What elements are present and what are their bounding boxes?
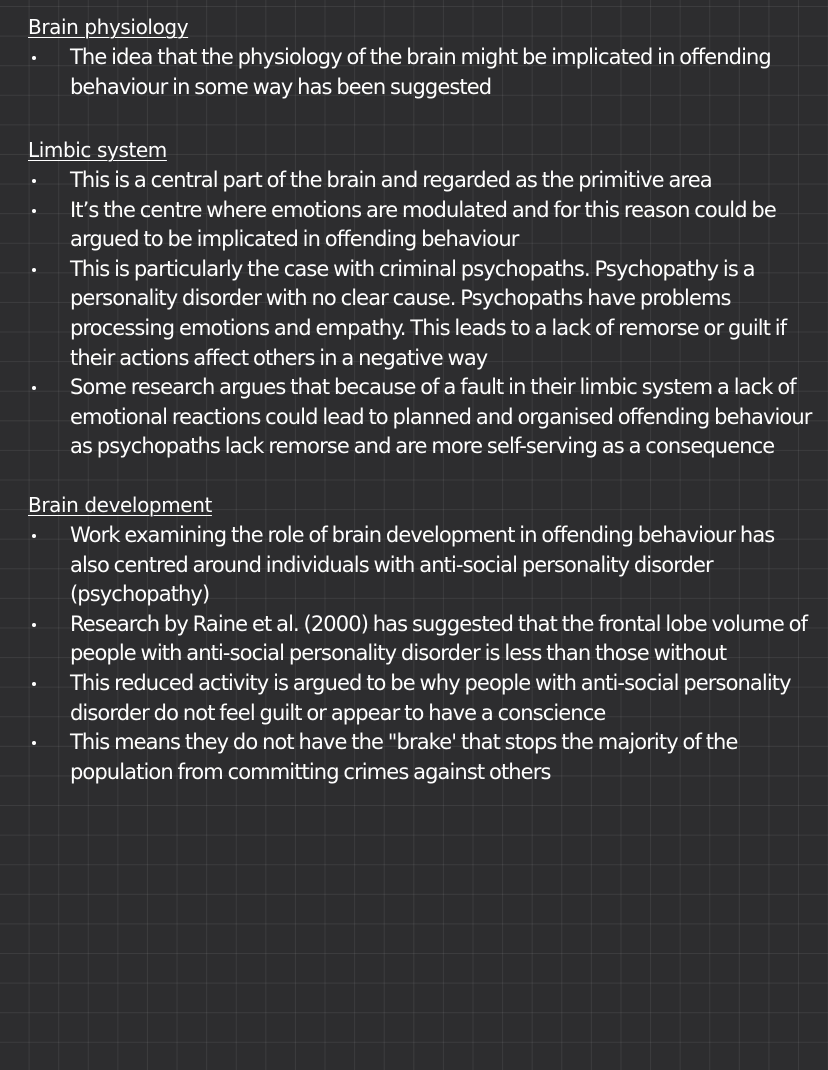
bullet-item: [28, 669, 818, 728]
bullet-text: Research by Raine et al. (2000) has suggested that the frontal lobe volume of people with anti-social personality disorder is less than those without: [70, 611, 808, 666]
bullet-dot-icon: [32, 623, 36, 627]
bullet-text: This is particularly the case with criminal psychopaths. Psychopathy is a personality disorder with no clear cause. Psychopaths have problems processing emotions and empathy. This leads to a lack of remorse or guilt if their actions affect others in a negative way: [70, 256, 787, 370]
bullet-dot-icon: [32, 56, 36, 60]
bullet-item: [28, 728, 818, 787]
bullet-list: [28, 166, 818, 462]
bullet-dot-icon: [32, 268, 36, 272]
section-brain-development: [28, 492, 818, 787]
section-limbic-system: [28, 137, 818, 462]
bullet-text: This is a central part of the brain and regarded as the primitive area: [70, 168, 712, 192]
section-heading: Brain development: [28, 493, 212, 517]
section-heading: Limbic system: [28, 138, 167, 162]
bullet-dot-icon: [32, 534, 36, 538]
bullet-item: [28, 43, 818, 102]
bullet-text: It’s the centre where emotions are modulated and for this reason could be argued to be implicated in offending behaviour: [70, 197, 776, 252]
bullet-item: [28, 166, 818, 196]
bullet-list: [28, 521, 818, 787]
bullet-item: [28, 610, 818, 669]
bullet-dot-icon: [32, 179, 36, 183]
bullet-text: The idea that the physiology of the brain might be implicated in offending behaviour in some way has been suggested: [70, 45, 771, 99]
bullet-dot-icon: [32, 682, 36, 686]
bullet-item: [28, 196, 818, 255]
bullet-dot-icon: [32, 741, 36, 745]
bullet-item: [28, 255, 818, 373]
bullet-text: Some research argues that because of a fault in their limbic system a lack of emotional reactions could lead to planned and organised offending behaviour as psychopaths lack remorse and are more self-serving as a consequence: [70, 375, 812, 459]
bullet-list: [28, 43, 818, 102]
bullet-text: This means they do not have the "brake' that stops the majority of the population from committing crimes against others: [70, 730, 738, 784]
section-heading: Brain physiology: [28, 15, 189, 39]
bullet-dot-icon: [32, 209, 36, 213]
bullet-item: [28, 373, 818, 462]
bullet-text: This reduced activity is argued to be why people with anti-social personality disorder do not feel guilt or appear to have a conscience: [70, 670, 791, 725]
bullet-dot-icon: [32, 386, 36, 390]
bullet-item: [28, 521, 818, 610]
section-brain-physiology: [28, 14, 818, 102]
bullet-text: Work examining the role of brain development in offending behaviour has also centred around individuals with anti-social personality disorder (psychopathy): [70, 523, 775, 607]
